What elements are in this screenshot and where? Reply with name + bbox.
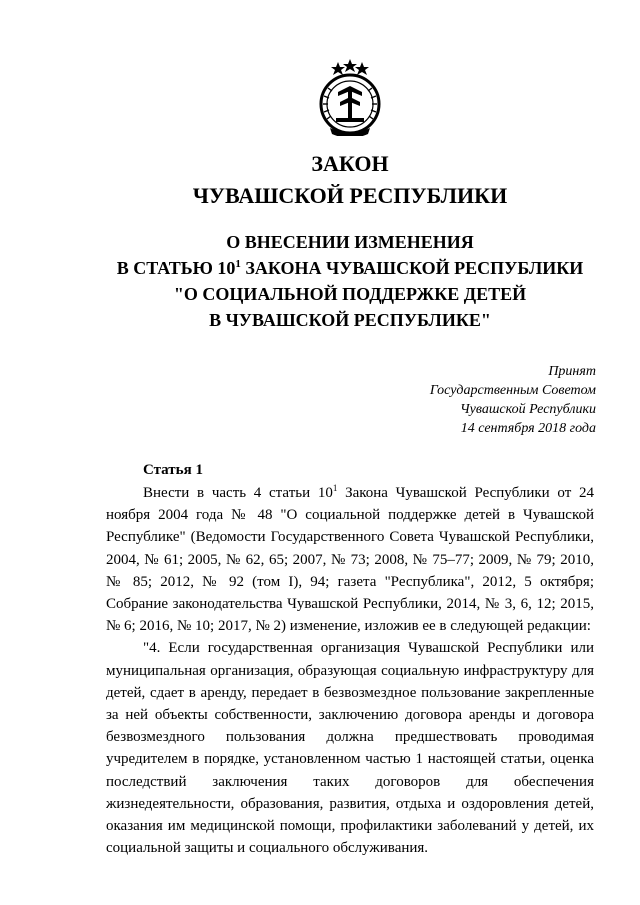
adoption-note-line3: Чувашской Республики xyxy=(460,402,596,417)
law-title: ЗАКОН xyxy=(311,151,389,176)
subtitle-law-text: ЗАКОНА ЧУВАШСКОЙ РЕСПУБЛИКИ xyxy=(240,258,584,278)
adoption-note-line1: Принят xyxy=(548,364,596,379)
law-subtitle-line4: В ЧУВАШСКОЙ РЕСПУБЛИКЕ" xyxy=(209,310,491,330)
adoption-note xyxy=(356,362,596,438)
paragraph-1-rest: Закона Чувашской Республики от 24 ноября 2004 года № 48 "О социальной поддержке детей в Чувашской Республике" (Ведомости Государственного Совета Чувашской Республики, 2004, № 61; 2005, № 62, 65; 2007, № 73; 2008, № 75–77; 2009, № 79; 2010, № 85; 2012, № 92 (том I), 94; газета "Республика", 2012, 5 октября; Собрание законодательства Чувашской Республики, 2014, № 3, 6, 12; 2015, № 6; 2016, № 10; 2017, № 2) изменение, изложив ее в следующей редакции: xyxy=(106,485,594,635)
article-body xyxy=(106,482,594,859)
article-heading: Статья 1 xyxy=(143,462,203,478)
law-subtitle-line3: "О СОЦИАЛЬНОЙ ПОДДЕРЖКЕ ДЕТЕЙ xyxy=(173,284,527,304)
article-paragraph-2: "4. Если государственная организация Чувашской Республики или муниципальная организация, образующая социальную инфраструктуру для детей, сдает в аренду, передает в безвозмездное пользование закрепленные за ней объекты собственности, заключению договора аренды и договора безвозмездного пользования должна предшествовать проводимая учредителем в порядке, установленном частью 1 настоящей статьи, оценка последствий заключения таких договоров для обеспечения жизнедеятельности, образования, развития, отдыха и оздоровления детей, оказания им медицинской помощи, профилактики заболеваний у детей, их социальной защиты и социального обслуживания. xyxy=(106,640,594,857)
law-subtitle-line2 xyxy=(0,255,640,281)
law-title-republic: ЧУВАШСКОЙ РЕСПУБЛИКИ xyxy=(192,183,508,208)
subtitle-article-text: В СТАТЬЮ 10 xyxy=(116,258,236,278)
subtitle-article-superscript: 1 xyxy=(235,258,241,270)
adoption-date: 14 сентября 2018 года xyxy=(460,421,596,436)
law-subtitle-line1: О ВНЕСЕНИИ ИЗМЕНЕНИЯ xyxy=(226,232,474,252)
article-paragraph-1 xyxy=(106,482,594,637)
paragraph-1-start: Внести в часть 4 статьи 10 xyxy=(143,485,333,501)
adoption-note-line2: Государственным Советом xyxy=(429,383,596,398)
paragraph-1-superscript: 1 xyxy=(332,483,338,493)
coat-of-arms-emblem xyxy=(316,58,384,136)
